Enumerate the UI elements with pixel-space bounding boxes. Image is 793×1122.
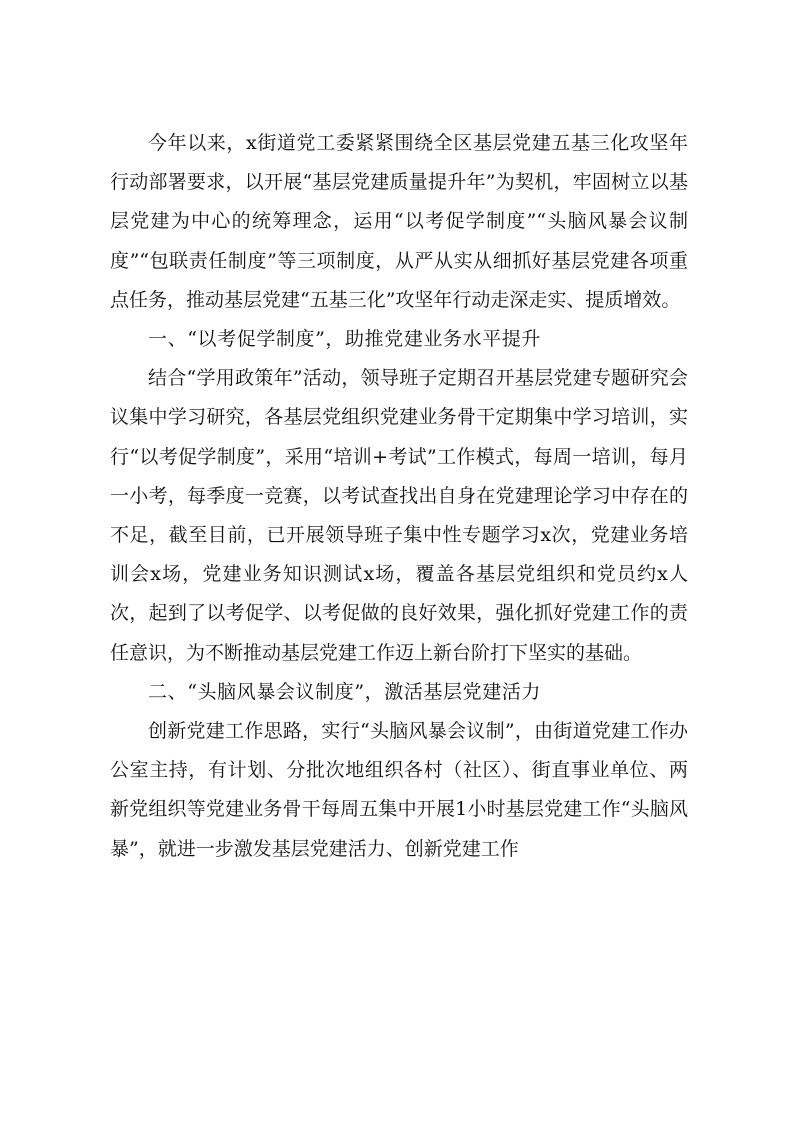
section-heading-2: 二、“头脑风暴会议制度”，激活基层党建活力 bbox=[148, 680, 542, 703]
paragraph-section-2: 创新党建工作思路，实行“头脑风暴会议制”，由街道党建工作办公室主持，有计划、分批次地组织各村（社区）、街直事业单位、两新党组织等党建业务骨干每周五集中开展1小时基层党建工作“头脑风暴”，就进一步激发基层党建活力、创新党建工作 bbox=[110, 720, 688, 860]
paragraph-section-1: 结合“学用政策年”活动，领导班子定期召开基层党建专题研究会议集中学习研究，各基层党组织党建业务骨干定期集中学习培训，实行“以考促学制度”，采用“培训+考试”工作模式，每周一培训，每月一小考，每季度一竞赛，以考试查找出自身在党建理论学习中存在的不足，截至目前，已开展领导班子集中性专题学习x次，党建业务培训会x场，党建业务知识测试x场，覆盖各基层党组织和党员约x人次，起到了以考促学、以考促做的良好效果，强化抓好党建工作的责任意识，为不断推动基层党建工作迈上新台阶打下坚实的基础。 bbox=[110, 367, 688, 664]
document-body bbox=[110, 124, 688, 869]
paragraph-intro: 今年以来，x街道党工委紧紧围绕全区基层党建五基三化攻坚年行动部署要求，以开展“基层党建质量提升年”为契机，牢固树立以基层党建为中心的统筹理念，运用“以考促学制度”“头脑风暴会议制度”“包联责任制度”等三项制度，从严从实从细抓好基层党建各项重点任务，推动基层党建“五基三化”攻坚年行动走深走实、提质增效。 bbox=[110, 132, 688, 311]
section-heading-1: 一、“以考促学制度”，助推党建业务水平提升 bbox=[148, 328, 542, 351]
